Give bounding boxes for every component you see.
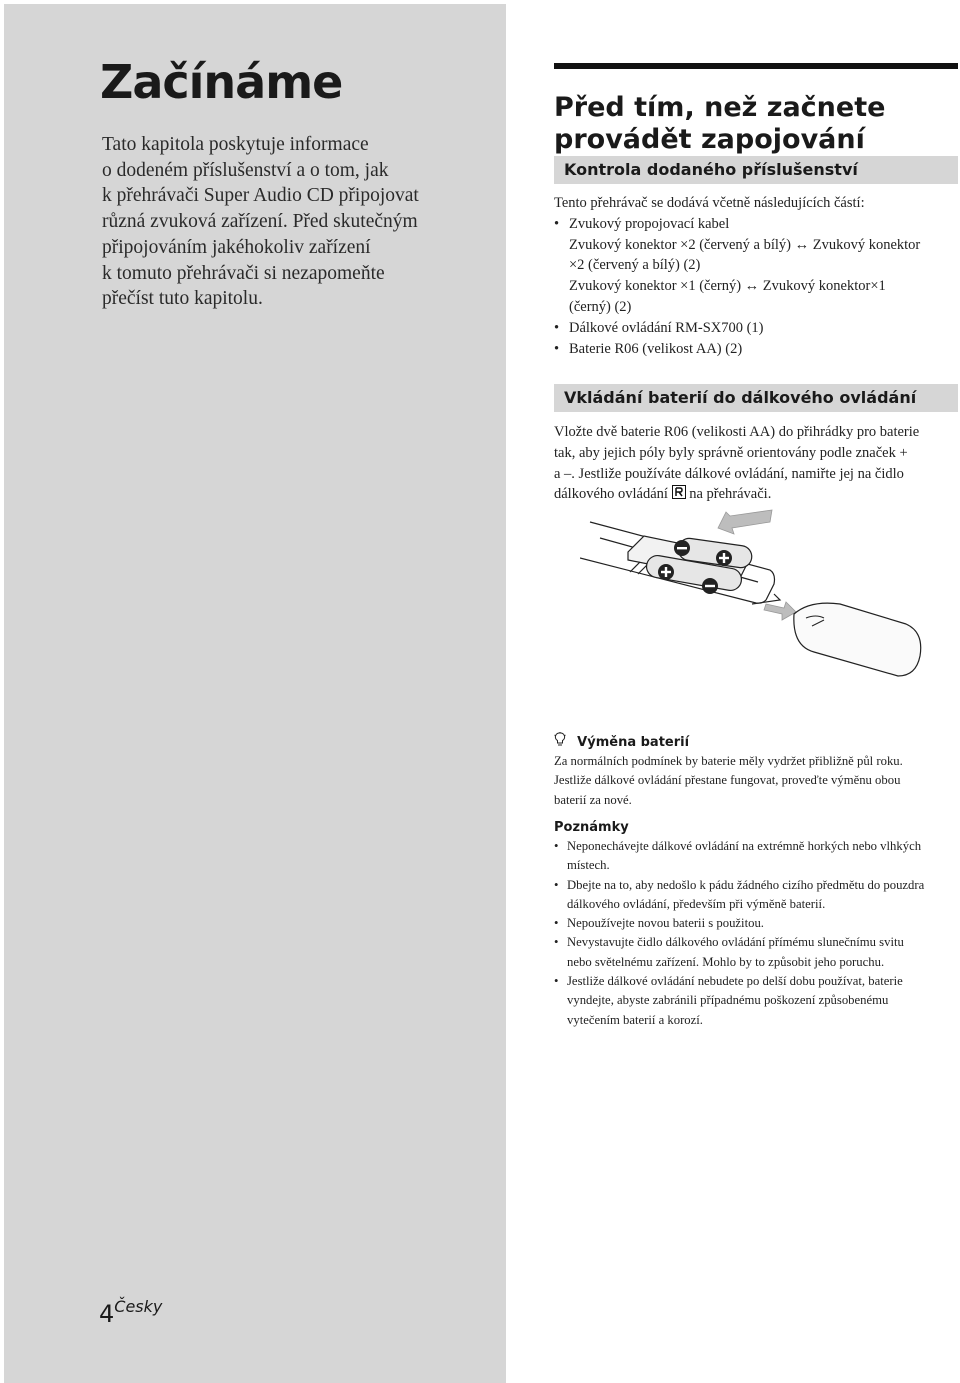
batteries-text xyxy=(554,422,958,505)
note-line: vytečením baterií a korozí. xyxy=(567,1012,703,1027)
batteries-line-end: na přehrávači. xyxy=(685,486,772,503)
section-rule xyxy=(554,63,958,69)
batteries-line-start: dálkového ovládání xyxy=(554,486,672,503)
intro-line: o dodeném příslušenství a o tom, jak xyxy=(102,159,389,181)
bullet: • xyxy=(554,340,560,357)
batteries-line: tak, aby jejich póly byly správně orientovány podle značek + xyxy=(554,444,908,461)
intro-line: Tato kapitola poskytuje informace xyxy=(102,134,369,155)
bullet: • xyxy=(554,319,560,336)
note-line: vyndejte, abyste zabránili případnému poškození způsobenému xyxy=(567,993,889,1008)
intro-line: přečíst tuto kapitolu. xyxy=(102,288,263,310)
lightbulb-icon xyxy=(554,732,566,748)
accessories-intro: Tento přehrávač se dodává včetně následujících částí: xyxy=(554,195,865,211)
note-line: Dbejte na to, aby nedošlo k pádu žádného cizího předmětu do pouzdra xyxy=(567,877,925,892)
tip-line: baterií za nové. xyxy=(554,792,632,807)
list-item xyxy=(554,339,958,360)
list-item xyxy=(554,214,958,318)
list-item-text: Baterie R06 (velikost AA) (2) xyxy=(569,340,743,357)
intro-line: různá zvuková zařízení. Před skutečným xyxy=(102,211,418,233)
battery-cover xyxy=(794,603,921,676)
notes-heading: Poznámky xyxy=(554,820,629,835)
section-title-line: provádět zapojování xyxy=(554,124,865,155)
batteries-line: Vložte dvě baterie R06 (velikosti AA) do přihrádky pro baterie xyxy=(554,424,920,440)
note-item xyxy=(554,933,958,972)
tip-header xyxy=(554,732,958,752)
note-line: Neponechávejte dálkové ovládání na extrémně horkých nebo vlhkých xyxy=(567,839,922,853)
bullet: • xyxy=(554,839,559,853)
chapter-title: Začínáme xyxy=(100,55,343,109)
note-line: místech. xyxy=(567,858,610,873)
notes-box xyxy=(554,818,958,1030)
note-item xyxy=(554,914,958,933)
list-item-subline: ×2 (červený a bílý) (2) xyxy=(569,257,701,274)
list-item-subline: Zvukový konektor ×1 (černý) ↔ Zvukový konektor×1 xyxy=(569,278,886,295)
chapter-intro xyxy=(102,132,497,312)
bullet: • xyxy=(554,974,559,989)
note-line: nebo světelnému zařízení. Mohlo by to způsobit jeho poruchu. xyxy=(567,954,885,969)
note-line: Nevystavujte čidlo dálkového ovládání přímému slunečnímu svitu xyxy=(567,935,904,950)
note-item xyxy=(554,876,958,915)
tip-heading: Výměna baterií xyxy=(577,735,690,750)
note-line: Jestliže dálkové ovládání nebudete po delší dobu používat, baterie xyxy=(567,974,903,989)
tip-line: Za normálních podmínek by baterie měly vydržet přibližně půl roku. xyxy=(554,754,903,768)
intro-line: k přehrávači Super Audio CD připojovat xyxy=(102,185,419,207)
intro-line: k tomuto přehrávači si nezapomeňte xyxy=(102,262,385,284)
bullet: • xyxy=(554,935,559,950)
section-title xyxy=(554,92,885,156)
remote-sensor-icon xyxy=(672,485,686,499)
note-line: Nepoužívejte novou baterii s použitou. xyxy=(567,916,764,931)
page-language: Česky xyxy=(114,1297,163,1316)
bullet: • xyxy=(554,916,559,931)
bullet: • xyxy=(554,215,560,232)
bullet: • xyxy=(554,877,559,892)
page-number xyxy=(99,1297,163,1328)
batteries-heading: Vkládání baterií do dálkového ovládání xyxy=(554,384,958,412)
accessories-heading: Kontrola dodaného příslušenství xyxy=(554,156,958,184)
tip-line: Jestliže dálkové ovládání přestane fungovat, proveďte výměnu obou xyxy=(554,773,901,788)
list-item-subline: (černý) (2) xyxy=(569,298,632,315)
note-item xyxy=(554,837,958,876)
tip-box xyxy=(554,732,958,810)
list-item-text: Zvukový propojovací kabel xyxy=(569,215,730,232)
list-item xyxy=(554,318,958,339)
insert-arrow-icon xyxy=(718,510,772,534)
accessories-list xyxy=(554,193,958,359)
slide-arrow-icon xyxy=(764,602,796,620)
page-number-value: 4 xyxy=(99,1300,115,1328)
list-item-subline: Zvukový konektor ×2 (červený a bílý) ↔ Zvukový konektor xyxy=(569,236,921,253)
note-line: dálkového ovládání, především při výměně baterií. xyxy=(567,896,826,911)
section-title-line: Před tím, než začnete xyxy=(554,92,886,123)
note-item xyxy=(554,972,958,1030)
intro-line: připojováním jakéhokoliv zařízení xyxy=(102,236,371,258)
batteries-line: a –. Jestliže používáte dálkové ovládání, namiřte jej na čidlo xyxy=(554,465,904,482)
battery-insertion-illustration xyxy=(580,500,940,700)
list-item-text: Dálkové ovládání RM-SX700 (1) xyxy=(569,319,764,336)
